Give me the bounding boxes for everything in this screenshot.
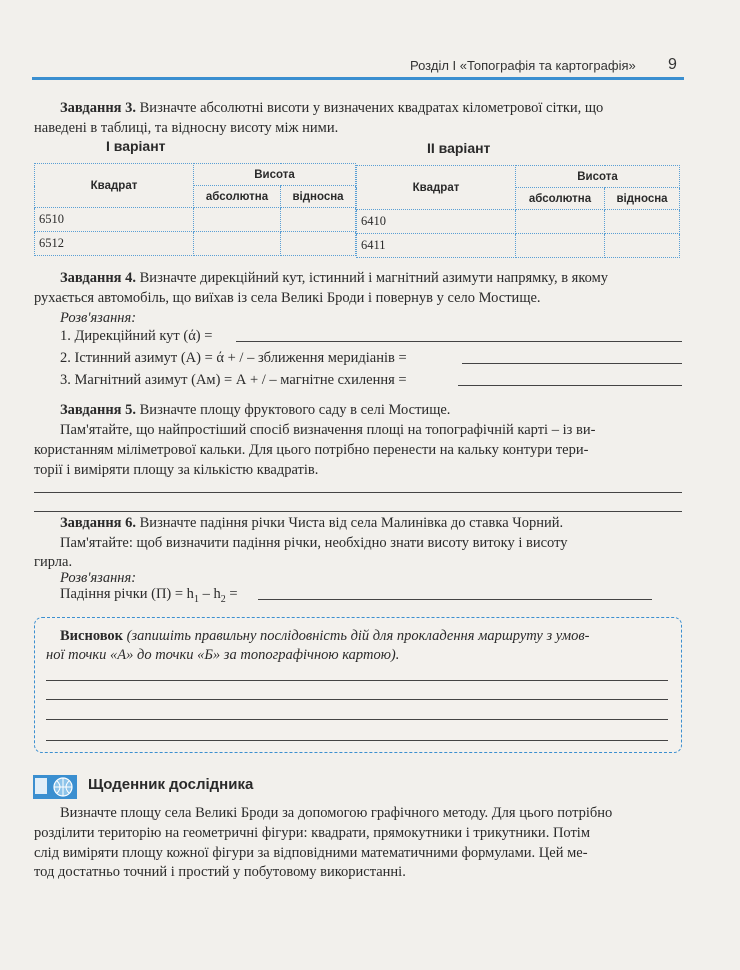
task6-line2: Пам'ятайте: щоб визначити падіння річки, необхідно знати висоту витоку і висоту [60, 535, 568, 551]
table-cell-empty[interactable] [516, 234, 605, 258]
task6-line3: гирла. [34, 554, 73, 570]
task5-line2: Пам'ятайте, що найпростіший спосіб визначення площі на топографічній карті – із ви- [60, 422, 596, 438]
answer-line[interactable] [462, 363, 682, 364]
task4-line1: Завдання 4. Визначте дирекційний кут, істинний і магнітний азимути напрямку, в якому [60, 270, 609, 286]
task4-item1: 1. Дирекційний кут (ά) = [60, 328, 213, 344]
task6-solution-label: Розв'язання: [60, 570, 137, 586]
table-variant2 [356, 165, 680, 258]
answer-line[interactable] [46, 699, 668, 700]
diary-line1: Визначте площу села Великі Броди за допомогою графічного методу. Для цього потрібно [60, 805, 613, 821]
task6-formula: Падіння річки $(П) = h_1 - h_2$ = [60, 586, 238, 605]
variant2-label: ІІ варіант [427, 140, 491, 156]
table-cell-square: 6510 [35, 208, 194, 232]
answer-line[interactable] [46, 680, 668, 681]
variant1-label: І варіант [106, 138, 166, 154]
table-variant1 [34, 163, 356, 256]
diary-line2: розділити територію на геометричні фігури: квадрати, прямокутники і трикутники. Потім [34, 825, 591, 841]
header-height: Висота [194, 164, 356, 186]
conclusion-line2: ної точки «А» до точки «Б» за топографічною картою). [46, 647, 400, 663]
answer-line[interactable] [236, 341, 682, 342]
task4-line2: рухається автомобіль, що виїхав із села Великі Броди і повернув у село Мостище. [34, 290, 541, 306]
table-cell-empty[interactable] [605, 234, 680, 258]
task4-solution-label: Розв'язання: [60, 310, 137, 326]
header-abs: абсолютна [194, 186, 281, 208]
answer-line[interactable] [34, 511, 682, 512]
task4-item2: 2. Істинний азимут (А) = ά + / – зближення меридіанів = [60, 350, 407, 366]
header-rel: відносна [605, 188, 680, 210]
answer-line[interactable] [46, 719, 668, 720]
table-cell-empty[interactable] [281, 208, 356, 232]
header-height: Висота [516, 166, 680, 188]
table-cell-empty[interactable] [281, 232, 356, 256]
answer-line[interactable] [458, 385, 682, 386]
task3-line2: наведені в таблиці, та відносну висоту між ними. [34, 120, 339, 136]
header-rule [32, 77, 684, 80]
task5-line3: користанням міліметрової кальки. Для цього потрібно перенести на кальку контури тери- [34, 442, 589, 458]
header-abs: абсолютна [516, 188, 605, 210]
answer-line[interactable] [34, 492, 682, 493]
diary-line4: тод достатньо точний і простий у побутовому використанні. [34, 864, 406, 880]
header-square: Квадрат [35, 164, 194, 208]
table-cell-empty[interactable] [605, 210, 680, 234]
running-header: Розділ І «Топографія та картографія» [410, 58, 636, 73]
page-number: 9 [668, 56, 677, 73]
diary-title: Щоденник дослідника [88, 776, 254, 793]
table-cell-empty[interactable] [516, 210, 605, 234]
task6-line1: Завдання 6. Визначте падіння річки Чиста від села Малинівка до ставка Чорний. [60, 515, 564, 531]
globe-icon [33, 775, 77, 799]
table-cell-square: 6410 [357, 210, 516, 234]
table-cell-empty[interactable] [194, 232, 281, 256]
conclusion-line1: Висновок (запишіть правильну послідовність дій для прокладення маршруту з умов- [60, 628, 590, 644]
answer-line[interactable] [46, 740, 668, 741]
header-square: Квадрат [357, 166, 516, 210]
diary-line3: слід виміряти площу кожної фігури за відповідними математичними формулами. Цей ме- [34, 845, 588, 861]
answer-line[interactable] [258, 599, 652, 600]
task3-line1: Завдання 3. Визначте абсолютні висоти у визначених квадратах кілометрової сітки, що [60, 100, 604, 116]
table-cell-square: 6411 [357, 234, 516, 258]
table-cell-square: 6512 [35, 232, 194, 256]
header-rel: відносна [281, 186, 356, 208]
task5-line1: Завдання 5. Визначте площу фруктового саду в селі Мостище. [60, 402, 451, 418]
table-cell-empty[interactable] [194, 208, 281, 232]
task4-item3: 3. Магнітний азимут (Ам) = А + / – магнітне схилення = [60, 372, 407, 388]
task5-line4: торії і виміряти площу за кількістю квадратів. [34, 462, 319, 478]
